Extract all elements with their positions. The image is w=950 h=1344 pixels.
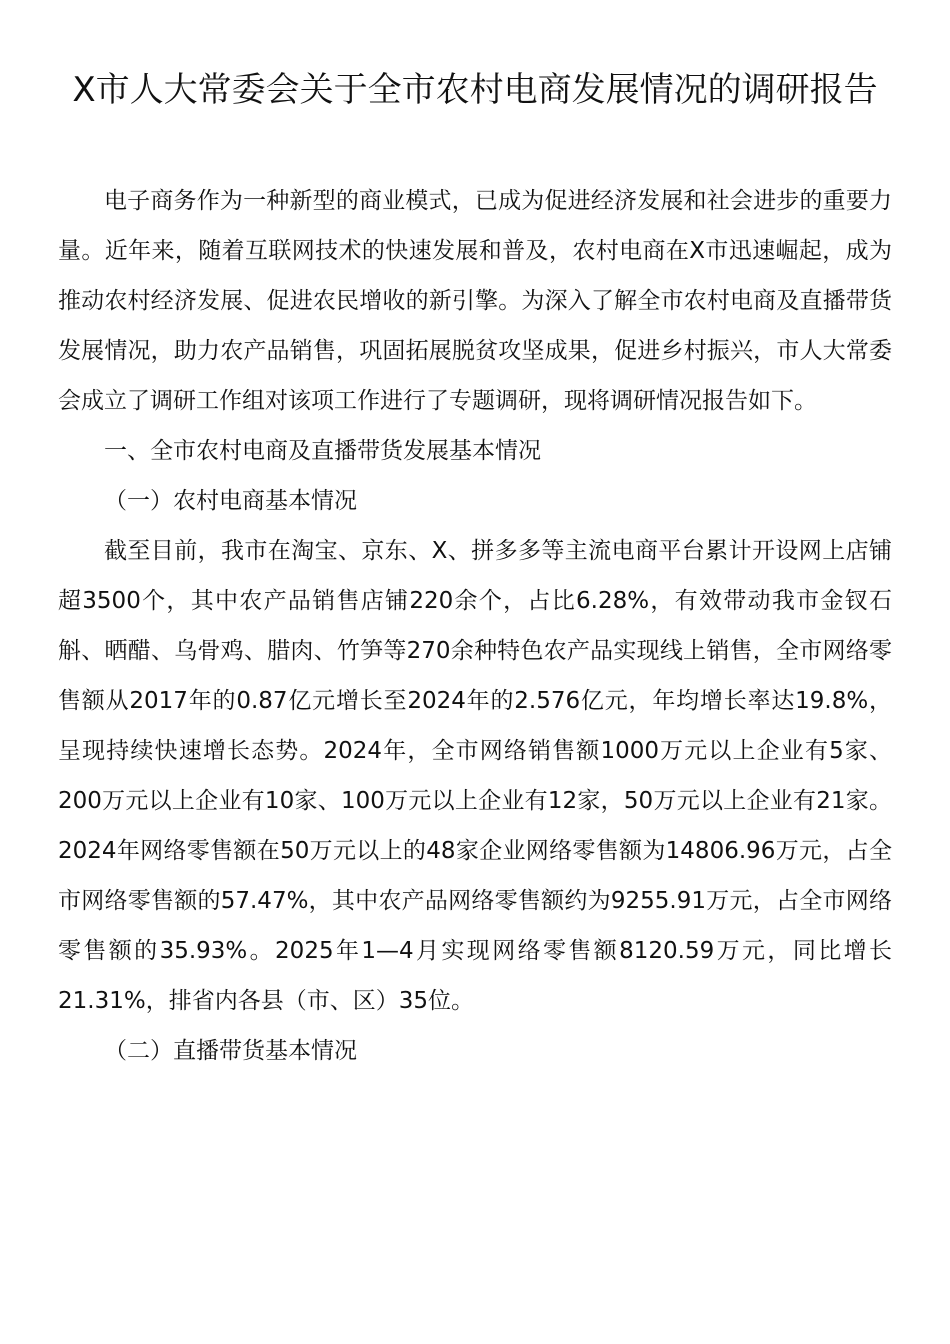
document-title: X市人大常委会关于全市农村电商发展情况的调研报告: [72, 70, 878, 110]
subsection-heading-1: （一）农村电商基本情况: [104, 488, 357, 514]
section-heading-1: 一、全市农村电商及直播带货发展基本情况: [104, 438, 541, 464]
subsection-paragraph-1: 截至目前，我市在淘宝、京东、X、拼多多等主流电商平台累计开设网上店铺超3500个，其中农产品销售店铺220余个，占比6.28%，有效带动我市金钗石斛、晒醋、乌骨鸡、腊肉、竹笋等270余种特色农产品实现线上销售，全市网络零售额从2017年的0.87亿元增长至2024年的2.576亿元，年均增长率达19.8%，呈现持续快速增长态势。2024年，全市网络销售额1000万元以上企业有5家、200万元以上企业有10家、100万元以上企业有12家，50万元以上企业有21家。2024年网络零售额在50万元以上的48家企业网络零售额为14806.96万元，占全市网络零售额的57.47%，其中农产品网络零售额约为9255.91万元，占全市网络零售额的35.93%。2025年1—4月实现网络零售额8120.59万元，同比增长21.31%，排省内各县（市、区）35位。: [58, 538, 892, 1014]
subsection-heading-2: （二）直播带货基本情况: [104, 1038, 357, 1064]
document-body: [58, 176, 892, 1076]
intro-paragraph: 电子商务作为一种新型的商业模式，已成为促进经济发展和社会进步的重要力量。近年来，随着互联网技术的快速发展和普及，农村电商在X市迅速崛起，成为推动农村经济发展、促进农民增收的新引擎。为深入了解全市农村电商及直播带货发展情况，助力农产品销售，巩固拓展脱贫攻坚成果，促进乡村振兴，市人大常委会成立了调研工作组对该项工作进行了专题调研，现将调研情况报告如下。: [58, 188, 892, 414]
